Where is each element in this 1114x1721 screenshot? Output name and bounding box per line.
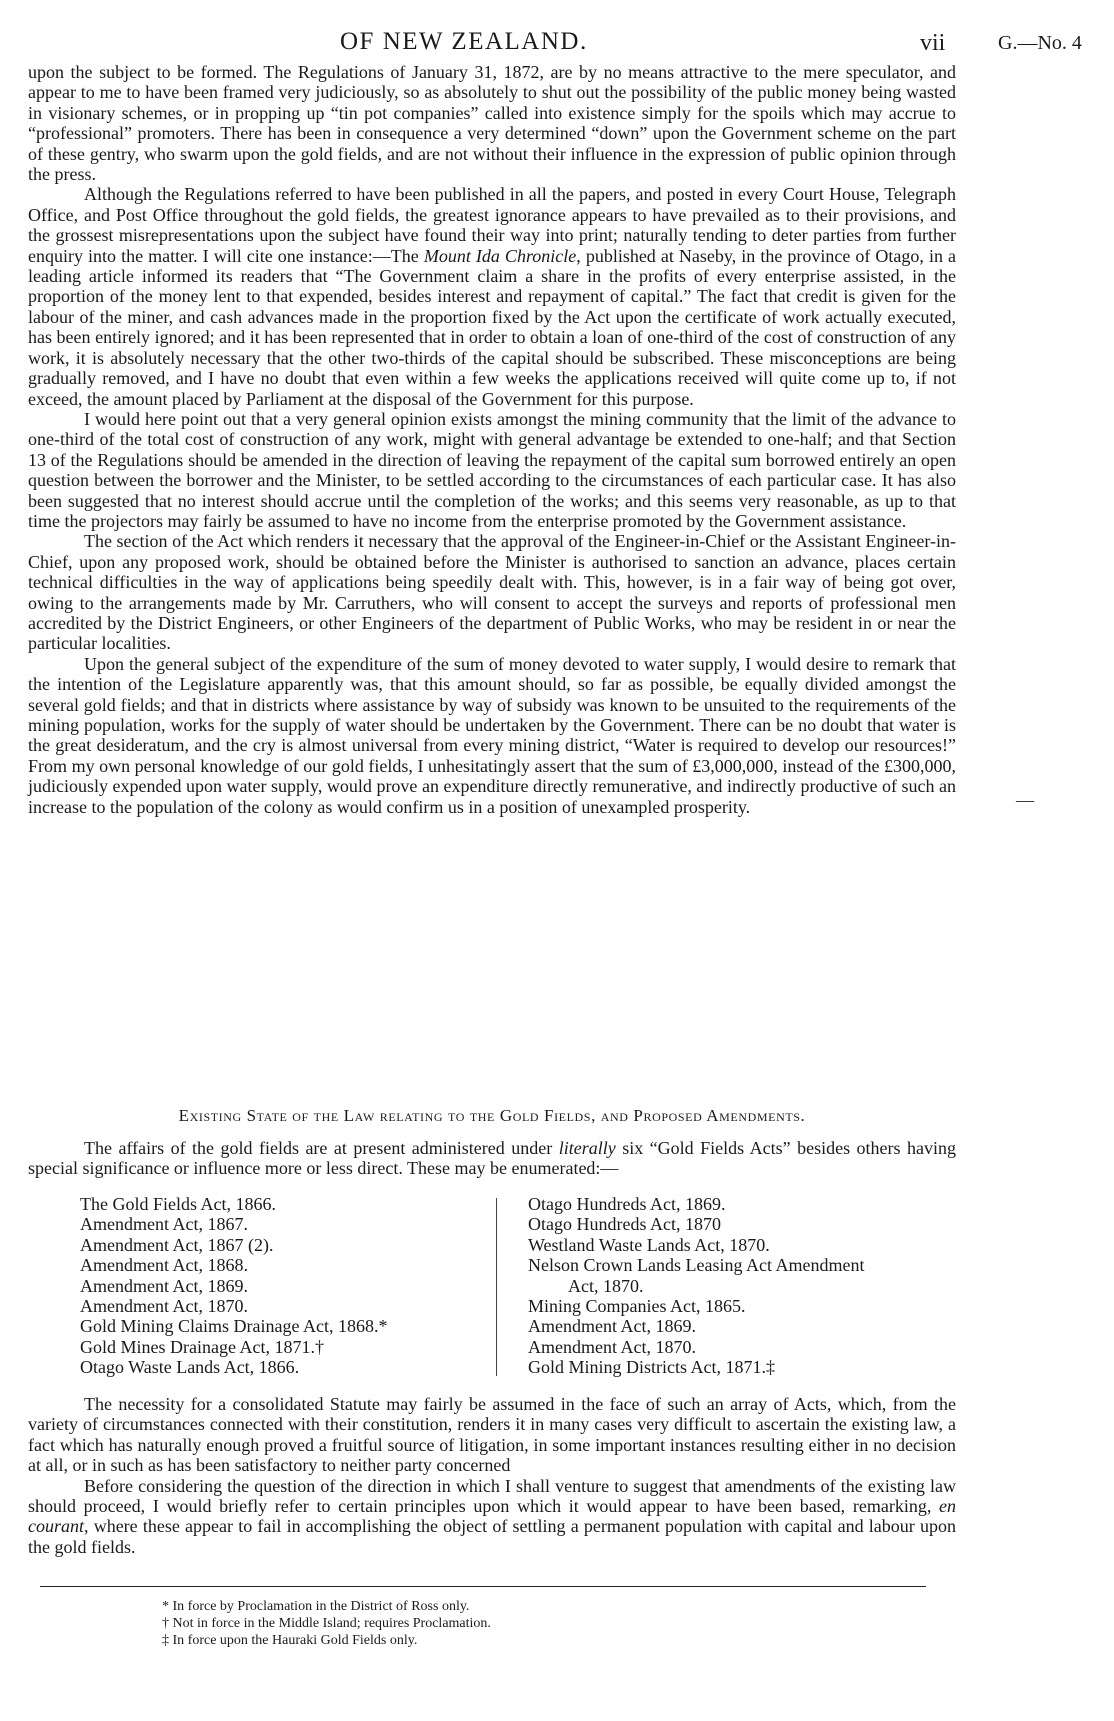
- main-text: [28, 62, 956, 817]
- act-item: The Gold Fields Act, 1866.: [80, 1194, 276, 1214]
- footnote: * In force by Proclamation in the District of Ross only.: [162, 1599, 470, 1614]
- section-heading: Existing State of the Law relating to the Gold Fields, and Proposed Amendments.: [178, 1106, 806, 1125]
- paragraph-text: , published at Naseby, in the province of Otago, in a leading article informed its readers that “The Government claim a share in the profits of every enterprise assisted, in the proportion of the money lent to that expended, besides interest and repayment of capital.” The fact that credit is given for the labour of the miner, and cash advances made in the proportion fixed by the Act upon the certificate of work actually executed, has been entirely ignored; and it has been represented that in order to obtain a loan of one-third of the cost of construction of any work, it is absolutely necessary that the other two-thirds of the capital should be subscribed. These misconceptions are being gradually removed, and I have no doubt that even within a few weeks the applications received will quite come up to, if not exceed, the amount placed by Parliament at the disposal of the Government for this purpose.: [28, 245, 957, 409]
- paragraph-consolidated-statute: The necessity for a consolidated Statute may fairly be assumed in the face of such an array of Acts, which, from the variety of circumstances connected with their constitution, renders it in many cases very difficult to ascertain the existing law, a fact which has naturally enough proved a fruitful source of litigation, in some important instances resulting either in no decision at all, or in such as has been satisfactory to neither party concerned: [28, 1394, 956, 1476]
- act-item: Otago Hundreds Act, 1870: [528, 1214, 721, 1235]
- page-number: vii: [920, 30, 946, 56]
- closing-text: [28, 1394, 956, 1557]
- act-item: Nelson Crown Lands Leasing Act Amendment: [528, 1255, 865, 1276]
- page-header: [0, 28, 1114, 58]
- act-item: Amendment Act, 1868.: [80, 1255, 248, 1276]
- emphasis-word: literally: [558, 1138, 616, 1158]
- acts-column-right: [528, 1194, 948, 1378]
- act-item: Amendment Act, 1870.: [80, 1296, 248, 1317]
- paragraph-before-considering: [28, 1476, 956, 1558]
- act-item: Amendment Act, 1869.: [80, 1275, 248, 1296]
- act-item: Amendment Act, 1867.: [80, 1214, 248, 1235]
- paragraph-water-supply: Upon the general subject of the expenditure of the sum of money devoted to water supply, I would desire to remark that the intention of the Legislature apparently was, that this amount should, so far as possible, be equally divided amongst the several gold fields; and that in districts where assistance by way of subsidy was known to be unsuited to the requirements of the mining population, works for the supply of water should be undertaken by the Government. There can be no doubt that water is the great desideratum, and the cry is almost universal from every mining district, “Water is required to develop our resources!” From my own personal knowledge of our gold fields, I unhesitatingly assert that the sum of £3,000,000, instead of the £300,000, judiciously expended upon water supply, would prove an expenditure directly remunerative, and indirectly productive of such an increase to the population of the colony as would confirm us in a position of unexampled prosperity.: [28, 653, 956, 817]
- section-intro: [28, 1138, 956, 1179]
- acts-list: [80, 1194, 960, 1380]
- running-title: OF NEW ZEALAND.: [340, 28, 588, 55]
- act-item: Mining Companies Act, 1865.: [528, 1296, 746, 1317]
- act-item: Westland Waste Lands Act, 1870.: [528, 1234, 770, 1255]
- paragraph-text: Before considering the question of the direction in which I shall venture to suggest that amendments of the existing law should proceed, I would briefly refer to certain principles upon which it would appear to have been based, remarking,: [28, 1475, 956, 1517]
- paragraph-text: , where these appear to fail in accomplishing the object of settling a permanent population with capital and labour upon the gold fields.: [28, 1516, 956, 1557]
- newspaper-title: Mount Ida Chronicle: [423, 245, 577, 266]
- act-item: Amendment Act, 1870.: [528, 1336, 696, 1357]
- column-divider: [496, 1198, 497, 1376]
- intro-paragraph: [28, 1138, 956, 1179]
- margin-mark: —: [1016, 790, 1034, 810]
- paragraph-regulations-published: [28, 184, 956, 408]
- act-item: Amendment Act, 1869.: [528, 1316, 696, 1337]
- paragraph-text: six “Gold Fields Acts” besides others having special significance or influence more or less direct. These may be enumerated:—: [28, 1138, 956, 1179]
- emphasis-phrase: en courant: [28, 1496, 956, 1537]
- footnote: ‡ In force upon the Hauraki Gold Fields only.: [162, 1633, 418, 1648]
- paragraph-text: Although the Regulations referred to have been published in all the papers, and posted in every Court House, Telegraph Office, and Post Office throughout the gold fields, the greatest ignorance appears to have prevailed as to their provisions, and the grossest misrepresentations upon the subject have found their way into print; naturally tending to deter parties from further enquiry into the matter. I will cite one instance:—The: [28, 184, 956, 266]
- paragraph-advance-limit: I would here point out that a very general opinion exists amongst the mining community that the limit of the advance to one-third of the total cost of construction of any work, might with general advantage be extended to one-half; and that Section 13 of the Regulations should be amended in the direction of leaving the repayment of the capital sum borrowed entirely an open question between the borrower and the Minister, to be settled according to the circumstances of each particular case. It has also been suggested that no interest should accrue until the completion of the works; and this seems very reasonable, as up to that time the projectors may fairly be assumed to have no income from the enterprise promoted by the Government assistance.: [28, 408, 956, 531]
- act-item: Amendment Act, 1867 (2).: [80, 1234, 274, 1255]
- paragraph-text: The affairs of the gold fields are at present administered under: [84, 1138, 559, 1158]
- act-item: Gold Mining Claims Drainage Act, 1868.*: [80, 1316, 388, 1337]
- paragraph-engineer-approval: The section of the Act which renders it necessary that the approval of the Engineer-in-Chief or the Assistant Engineer-in-Chief, upon any proposed work, should be obtained before the Minister is authorised to sanction an advance, places certain technical difficulties in the way of applications being speedily dealt with. This, however, is in a fair way of being got over, owing to the arrangements made by Mr. Carruthers, who will consent to accept the surveys and reports of professional men accredited by the District Engineers, or other Engineers of the department of Public Works, who may be resident in or near the particular localities.: [28, 531, 956, 654]
- act-item-continuation: Act, 1870.: [568, 1275, 644, 1296]
- act-item: Gold Mining Districts Act, 1871.‡: [528, 1357, 775, 1378]
- footnote: † Not in force in the Middle Island; requires Proclamation.: [162, 1616, 491, 1631]
- act-item: Otago Hundreds Act, 1869.: [528, 1194, 726, 1214]
- paragraph-continuation: upon the subject to be formed. The Regulations of January 31, 1872, are by no means attractive to the mere speculator, and appear to me to have been framed very judiciously, so as absolutely to shut out the possibility of the public money being wasted in visionary schemes, or in propping up “tin pot companies” called into existence simply for the spoils which may accrue to “professional” promoters. There has been in consequence a very determined “down” upon the Government scheme on the part of these gentry, who swarm upon the gold fields, and are not without their influence in the expression of public opinion through the press.: [28, 62, 956, 185]
- paper-reference: G.—No. 4: [998, 32, 1082, 54]
- act-item: Otago Waste Lands Act, 1866.: [80, 1357, 300, 1378]
- act-item: Gold Mines Drainage Act, 1871.†: [80, 1336, 324, 1357]
- footnotes: [162, 1598, 962, 1649]
- acts-column-left: [80, 1194, 490, 1378]
- footnote-rule: [40, 1586, 926, 1587]
